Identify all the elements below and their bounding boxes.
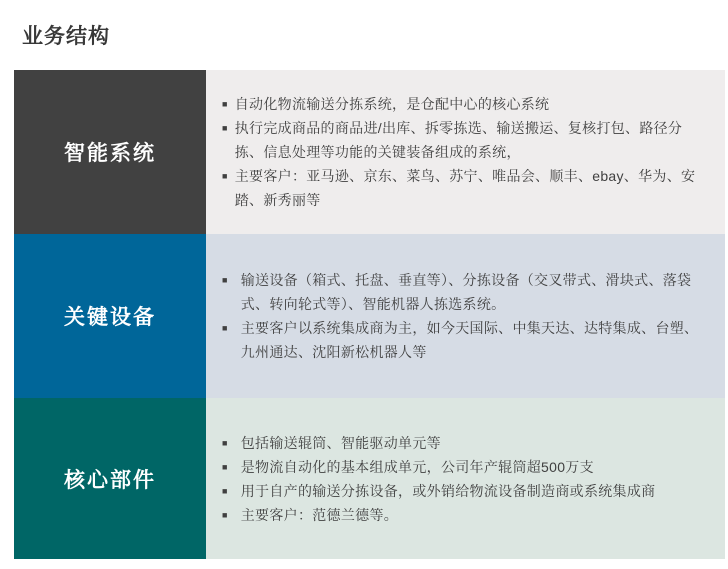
bullet-list [222, 431, 699, 527]
section-label-block [14, 398, 206, 559]
bullet-list [222, 92, 699, 212]
bullet-item [222, 479, 699, 503]
bullet-square-icon: ■ [222, 485, 228, 496]
bullet-text: 包括输送辊筒、智能驱动单元等 [240, 434, 441, 451]
section-label-block [14, 234, 206, 398]
bullet-square-icon: ■ [222, 509, 228, 520]
bullet-text: 自动化物流输送分拣系统，是仓配中心的核心系统 [234, 96, 550, 112]
bullet-square-icon: ■ [222, 99, 228, 109]
bullet-square-icon: ■ [222, 275, 228, 285]
section-core-components [14, 398, 725, 559]
bullet-square-icon: ■ [222, 461, 228, 472]
section-label-block [14, 70, 206, 234]
bullet-text: 输送设备（箱式、托盘、垂直等）、分拣设备（交叉带式、滑块式、落袋式、转向轮式等）、智能机器人拣选系统。 [240, 272, 692, 312]
bullet-text: 用于自产的输送分拣设备，或外销给物流设备制造商或系统集成商 [240, 482, 656, 499]
bullet-text: 主要客户以系统集成商为主，如今天国际、中集天达、达特集成、台塑、九州通达、沈阳新松机器人等 [240, 320, 699, 360]
bullet-list [222, 268, 699, 364]
bullet-text: 执行完成商品的商品进/出库、拆零拣选、输送搬运、复核打包、路径分拣、信息处理等功能的关键装备组成的系统， [234, 120, 683, 160]
bullet-item [222, 268, 699, 316]
section-key-equipment [14, 234, 725, 398]
section-label: 关键设备 [64, 306, 156, 329]
section-content-panel [206, 234, 725, 398]
bullet-text: 主要客户：亚马逊、京东、菜鸟、苏宁、唯品会、顺丰、ebay、华为、安踏、新秀丽等 [234, 168, 696, 208]
bullet-item [222, 431, 699, 455]
section-content-panel [206, 70, 725, 234]
bullet-item [222, 503, 699, 527]
bullet-square-icon: ■ [222, 323, 228, 333]
business-structure-table [14, 70, 725, 559]
bullet-item [222, 116, 699, 164]
bullet-square-icon: ■ [222, 437, 228, 448]
bullet-item [222, 164, 699, 212]
bullet-item [222, 316, 699, 364]
bullet-text: 主要客户：范德兰德等。 [240, 506, 399, 523]
section-label: 智能系统 [64, 142, 156, 165]
bullet-square-icon: ■ [222, 123, 228, 133]
bullet-item [222, 455, 699, 479]
page-title: 业务结构 [22, 25, 110, 48]
bullet-item [222, 92, 699, 116]
bullet-text: 是物流自动化的基本组成单元，公司年产辊筒超500万支 [240, 458, 594, 475]
section-intelligent-systems [14, 70, 725, 234]
section-content-panel [206, 398, 725, 559]
bullet-square-icon: ■ [222, 171, 228, 181]
section-label: 核心部件 [64, 468, 156, 492]
